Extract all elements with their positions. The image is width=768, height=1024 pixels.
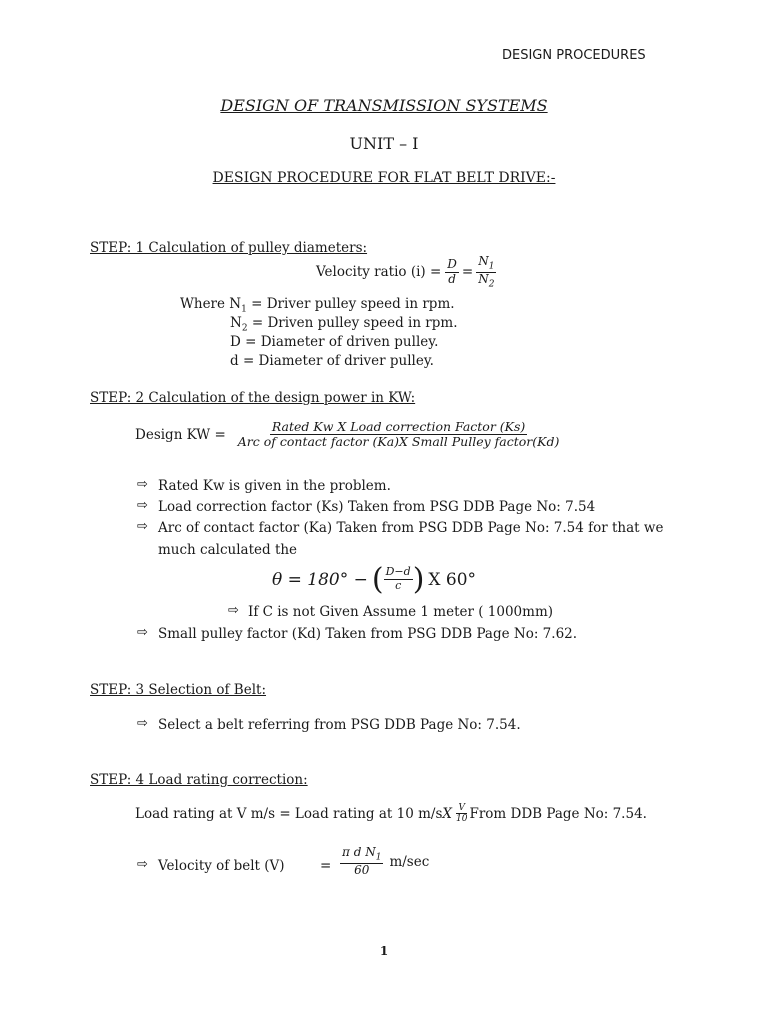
design-kw-fraction: $\frac{\text{Rated Kw X Load correction Factor (Ks)}}{\text{Arc of contact factor (Ka)X Small Pulley factor(Kd)}}$ — [237, 419, 560, 450]
bullet-load-correction: Load correction factor (Ks) Taken from PSG DDB Page No: 7.54 — [158, 499, 596, 515]
bullet-select-belt: Select a belt referring from PSG DDB Page No: 7.54. — [158, 717, 521, 733]
load-rating-formula: Load rating at V m/s = Load rating at 10 m/s X $\frac{V}{10}$ From DDB Page No: 7.54. — [135, 803, 647, 825]
arrow-bullet-icon: ⇨ — [228, 603, 239, 618]
arrow-bullet-icon: ⇨ — [137, 498, 148, 513]
design-kw-label: Design KW = — [135, 426, 226, 443]
where-line-3: D = Diameter of driven pulley. — [230, 334, 439, 350]
where-line-1: Where $N_1$ = Driver pulley speed in rpm. — [180, 296, 455, 315]
arrow-bullet-icon: ⇨ — [137, 519, 148, 534]
running-header: DESIGN PROCEDURES — [502, 48, 646, 63]
page-number: 1 — [379, 944, 389, 958]
bullet-rated-kw: Rated Kw is given in the problem. — [158, 478, 391, 494]
step1-heading: STEP: 1 Calculation of pulley diameters: — [90, 240, 368, 256]
where-line-4: d = Diameter of driver pulley. — [230, 353, 434, 369]
arrow-bullet-icon: ⇨ — [137, 857, 148, 872]
velocity-ratio-label: Velocity ratio (i) = — [316, 264, 442, 281]
arrow-bullet-icon: ⇨ — [137, 625, 148, 640]
velocity-ratio-formula: Velocity ratio (i) = $\frac{D}{d}$ = $\frac{N_1}{N_2}$ — [316, 254, 495, 290]
arrow-bullet-icon: ⇨ — [137, 716, 148, 731]
fraction-pi-d-n1-over-60: $\frac{\pi d N_1}{60}$ — [342, 845, 382, 877]
bullet-small-pulley: Small pulley factor (Kd) Taken from PSG DDB Page No: 7.62. — [158, 626, 578, 642]
fraction-N1-over-N2: $\frac{N_1}{N_2}$ — [478, 254, 495, 290]
step2-heading: STEP: 2 Calculation of the design power in KW: — [90, 390, 416, 406]
theta-formula: θ = 180° − ( $\frac{D-d}{c}$ ) X 60° — [272, 562, 477, 597]
document-title: DESIGN OF TRANSMISSION SYSTEMS — [220, 96, 548, 115]
unit-title: UNIT – I — [349, 134, 419, 153]
arrow-bullet-icon: ⇨ — [137, 477, 148, 492]
fraction-D-minus-d-over-c: $\frac{D-d}{c}$ — [385, 565, 411, 592]
velocity-formula: $\frac{\pi d N_1}{60}$ m/sec — [342, 845, 430, 877]
velocity-of-belt-label: Velocity of belt (V) — [158, 858, 285, 874]
design-kw-formula — [135, 420, 561, 450]
velocity-equals: = — [320, 858, 332, 874]
bullet-arc-contact: Arc of contact factor (Ka) Taken from PSG DDB Page No: 7.54 for that we — [158, 520, 664, 536]
sub-bullet-center-distance: If C is not Given Assume 1 meter ( 1000mm) — [248, 604, 554, 620]
where-line-2: $N_2$ = Driven pulley speed in rpm. — [230, 315, 458, 334]
step4-heading: STEP: 4 Load rating correction: — [90, 772, 308, 788]
fraction-V-over-10: $\frac{V}{10}$ — [456, 803, 468, 825]
step3-heading: STEP: 3 Selection of Belt: — [90, 682, 267, 698]
bullet-arc-contact-cont: much calculated the — [158, 542, 298, 558]
fraction-D-over-d: $\frac{D}{d}$ — [447, 256, 457, 286]
section-title: DESIGN PROCEDURE FOR FLAT BELT DRIVE:- — [212, 170, 556, 186]
